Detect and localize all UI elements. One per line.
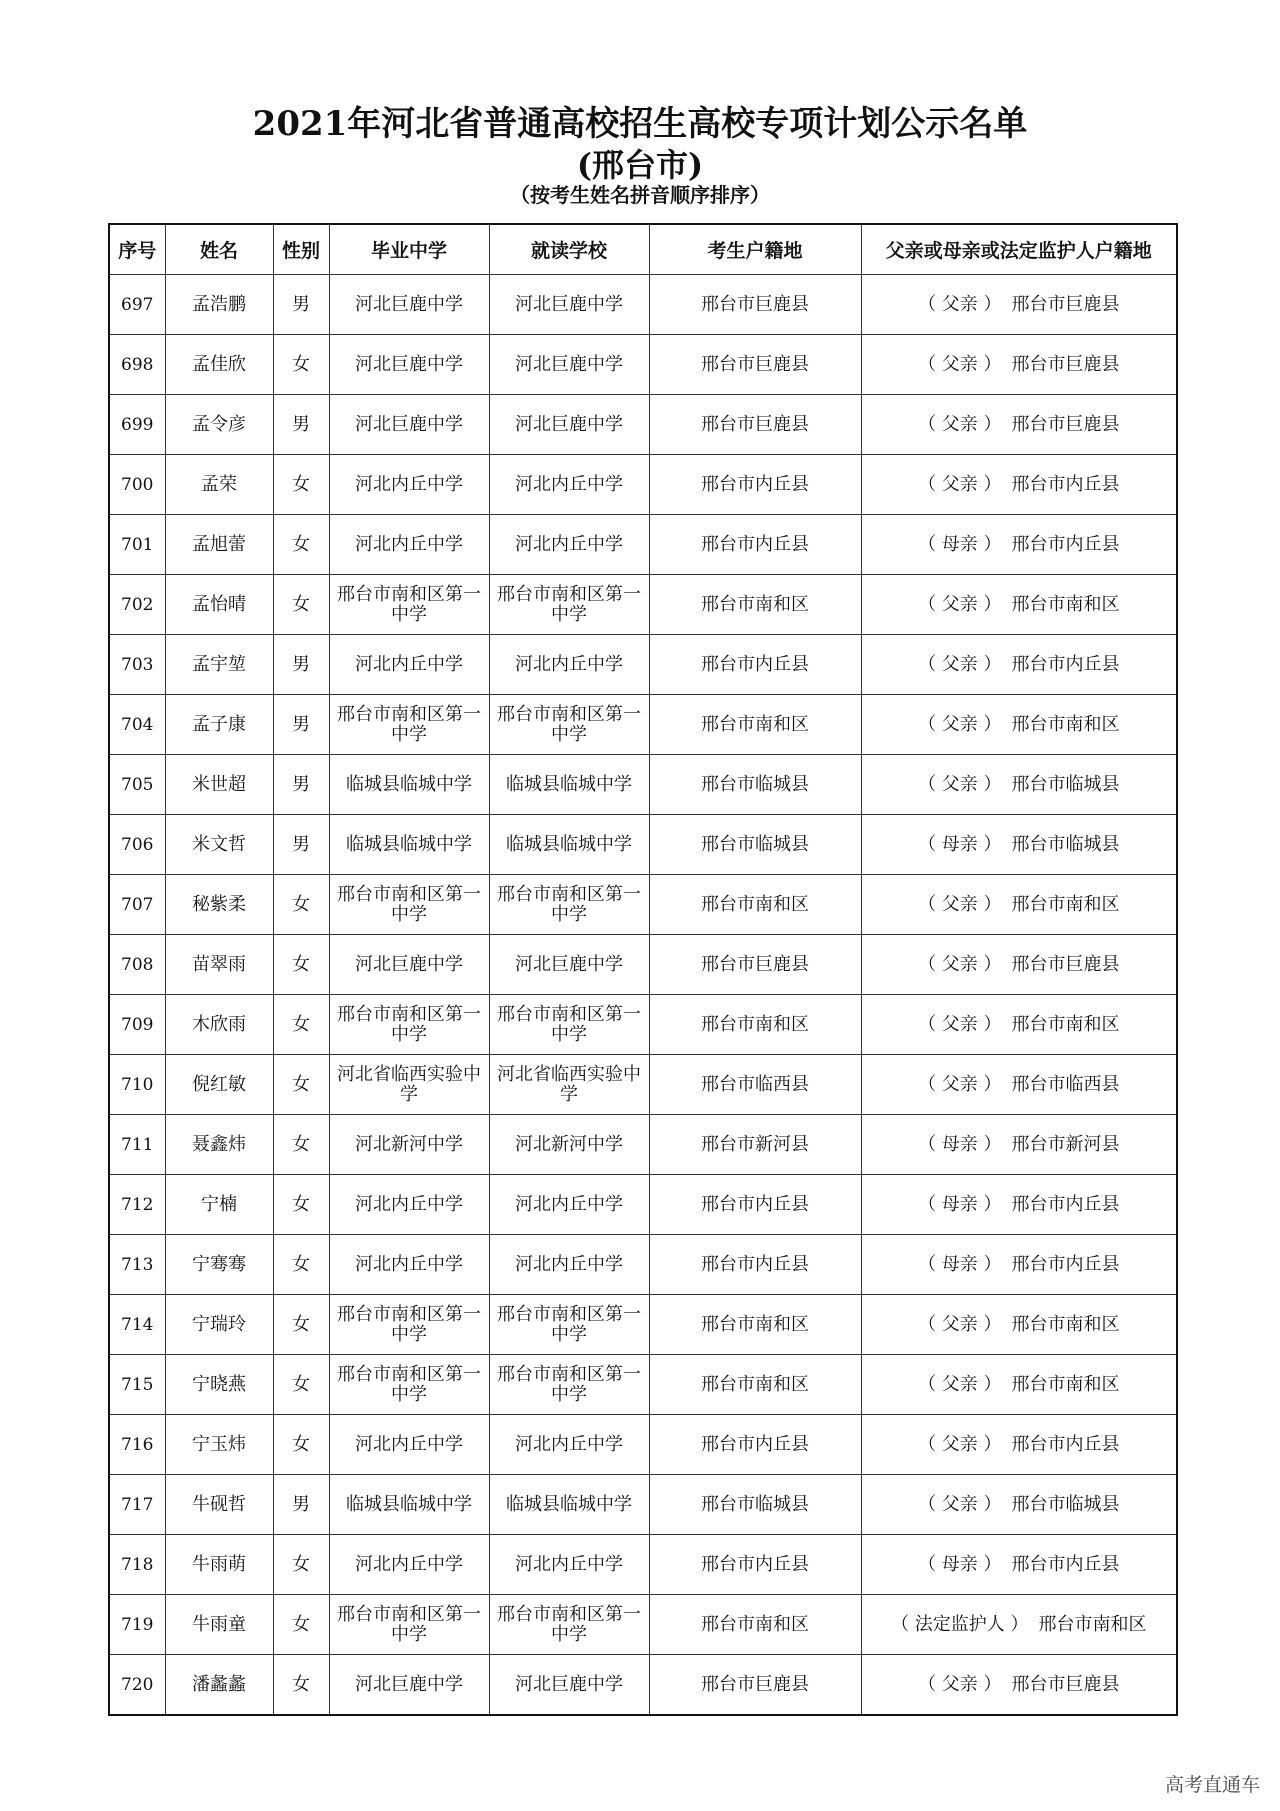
cell-name: 孟令彦	[165, 395, 273, 455]
cell-gender: 女	[273, 1295, 329, 1355]
cell-seq: 716	[109, 1415, 165, 1475]
guardian-relation: （ 父亲 ）	[918, 593, 1002, 615]
cell-guardian-domicile	[861, 1415, 1177, 1475]
table-row	[109, 1355, 1177, 1415]
cell-graduated-school: 临城县临城中学	[329, 815, 489, 875]
cell-domicile: 邢台市南和区	[649, 1595, 861, 1655]
roster-body	[109, 275, 1177, 1716]
cell-guardian-domicile	[861, 635, 1177, 695]
cell-guardian-domicile	[861, 575, 1177, 635]
table-row	[109, 1535, 1177, 1595]
cell-current-school: 邢台市南和区第一中学	[489, 995, 649, 1055]
cell-seq: 705	[109, 755, 165, 815]
cell-graduated-school: 邢台市南和区第一中学	[329, 695, 489, 755]
cell-domicile: 邢台市内丘县	[649, 1175, 861, 1235]
cell-graduated-school: 河北内丘中学	[329, 1175, 489, 1235]
cell-name: 聂鑫炜	[165, 1115, 273, 1175]
cell-domicile: 邢台市巨鹿县	[649, 1655, 861, 1716]
guardian-location: 邢台市南和区	[1011, 1373, 1120, 1395]
cell-domicile: 邢台市南和区	[649, 995, 861, 1055]
cell-name: 米文哲	[165, 815, 273, 875]
cell-current-school: 河北巨鹿中学	[489, 1655, 649, 1716]
cell-graduated-school: 河北巨鹿中学	[329, 275, 489, 335]
cell-graduated-school: 临城县临城中学	[329, 755, 489, 815]
guardian-relation: （ 父亲 ）	[918, 413, 1002, 435]
cell-seq: 707	[109, 875, 165, 935]
cell-seq: 719	[109, 1595, 165, 1655]
cell-domicile: 邢台市临城县	[649, 755, 861, 815]
col-header-name: 姓名	[165, 224, 273, 275]
guardian-relation: （ 父亲 ）	[918, 1013, 1002, 1035]
table-row	[109, 1115, 1177, 1175]
guardian-location: 邢台市临城县	[1011, 1493, 1120, 1515]
cell-domicile: 邢台市南和区	[649, 695, 861, 755]
cell-domicile: 邢台市巨鹿县	[649, 395, 861, 455]
cell-current-school: 临城县临城中学	[489, 1475, 649, 1535]
cell-name: 牛雨童	[165, 1595, 273, 1655]
guardian-location: 邢台市南和区	[1011, 713, 1120, 735]
table-row	[109, 1235, 1177, 1295]
col-header-gender: 性别	[273, 224, 329, 275]
cell-name: 秘紫柔	[165, 875, 273, 935]
cell-graduated-school: 河北巨鹿中学	[329, 335, 489, 395]
cell-domicile: 邢台市巨鹿县	[649, 935, 861, 995]
cell-graduated-school: 河北内丘中学	[329, 1535, 489, 1595]
table-row	[109, 275, 1177, 335]
guardian-relation: （ 父亲 ）	[918, 1493, 1002, 1515]
cell-gender: 女	[273, 575, 329, 635]
guardian-relation: （ 母亲 ）	[918, 1193, 1002, 1215]
cell-graduated-school: 邢台市南和区第一中学	[329, 1355, 489, 1415]
cell-current-school: 邢台市南和区第一中学	[489, 695, 649, 755]
roster-table	[108, 223, 1178, 1716]
guardian-location: 邢台市内丘县	[1011, 1553, 1120, 1575]
guardian-relation: （ 父亲 ）	[918, 1373, 1002, 1395]
cell-gender: 女	[273, 1175, 329, 1235]
page-subtitle: (邢台市)	[576, 146, 704, 184]
cell-domicile: 邢台市南和区	[649, 1295, 861, 1355]
cell-name: 潘蠡蠡	[165, 1655, 273, 1716]
table-row	[109, 815, 1177, 875]
table-row	[109, 1055, 1177, 1115]
table-row	[109, 515, 1177, 575]
cell-current-school: 临城县临城中学	[489, 755, 649, 815]
table-row	[109, 335, 1177, 395]
cell-graduated-school: 河北巨鹿中学	[329, 1655, 489, 1716]
cell-domicile: 邢台市内丘县	[649, 635, 861, 695]
guardian-location: 邢台市新河县	[1011, 1133, 1120, 1155]
cell-guardian-domicile	[861, 935, 1177, 995]
table-row	[109, 1415, 1177, 1475]
cell-guardian-domicile	[861, 1055, 1177, 1115]
cell-seq: 717	[109, 1475, 165, 1535]
cell-name: 宁晓燕	[165, 1355, 273, 1415]
cell-current-school: 邢台市南和区第一中学	[489, 1355, 649, 1415]
cell-name: 孟宇堃	[165, 635, 273, 695]
guardian-relation: （ 母亲 ）	[918, 1133, 1002, 1155]
cell-name: 孟怡晴	[165, 575, 273, 635]
guardian-relation: （ 父亲 ）	[918, 1673, 1002, 1695]
table-row	[109, 1655, 1177, 1716]
col-header-domicile: 考生户籍地	[649, 224, 861, 275]
cell-guardian-domicile	[861, 395, 1177, 455]
guardian-location: 邢台市内丘县	[1011, 1193, 1120, 1215]
cell-gender: 女	[273, 1595, 329, 1655]
cell-domicile: 邢台市临城县	[649, 815, 861, 875]
cell-current-school: 邢台市南和区第一中学	[489, 1295, 649, 1355]
cell-gender: 男	[273, 815, 329, 875]
cell-graduated-school: 邢台市南和区第一中学	[329, 875, 489, 935]
guardian-location: 邢台市临城县	[1011, 773, 1120, 795]
cell-seq: 709	[109, 995, 165, 1055]
guardian-location: 邢台市内丘县	[1011, 533, 1120, 555]
cell-name: 宁楠	[165, 1175, 273, 1235]
cell-name: 米世超	[165, 755, 273, 815]
cell-guardian-domicile	[861, 1355, 1177, 1415]
guardian-location: 邢台市南和区	[1011, 593, 1120, 615]
cell-guardian-domicile	[861, 515, 1177, 575]
guardian-relation: （ 父亲 ）	[918, 953, 1002, 975]
cell-seq: 698	[109, 335, 165, 395]
cell-current-school: 邢台市南和区第一中学	[489, 1595, 649, 1655]
guardian-location: 邢台市巨鹿县	[1011, 1673, 1120, 1695]
cell-name: 宁玉炜	[165, 1415, 273, 1475]
cell-gender: 男	[273, 695, 329, 755]
cell-seq: 713	[109, 1235, 165, 1295]
guardian-relation: （ 父亲 ）	[918, 653, 1002, 675]
cell-name: 牛砚哲	[165, 1475, 273, 1535]
cell-current-school: 河北巨鹿中学	[489, 335, 649, 395]
cell-gender: 女	[273, 1235, 329, 1295]
table-row	[109, 455, 1177, 515]
guardian-location: 邢台市临城县	[1011, 833, 1120, 855]
cell-guardian-domicile	[861, 695, 1177, 755]
guardian-relation: （ 父亲 ）	[918, 1433, 1002, 1455]
cell-gender: 男	[273, 755, 329, 815]
guardian-relation: （ 父亲 ）	[918, 353, 1002, 375]
cell-seq: 715	[109, 1355, 165, 1415]
cell-current-school: 河北内丘中学	[489, 1535, 649, 1595]
cell-guardian-domicile	[861, 995, 1177, 1055]
cell-seq: 714	[109, 1295, 165, 1355]
cell-name: 木欣雨	[165, 995, 273, 1055]
cell-current-school: 河北巨鹿中学	[489, 275, 649, 335]
cell-guardian-domicile	[861, 1595, 1177, 1655]
cell-domicile: 邢台市南和区	[649, 875, 861, 935]
cell-seq: 697	[109, 275, 165, 335]
col-header-guardian-domicile: 父亲或母亲或法定监护人户籍地	[861, 224, 1177, 275]
cell-guardian-domicile	[861, 1235, 1177, 1295]
cell-current-school: 河北内丘中学	[489, 635, 649, 695]
cell-name: 宁骞骞	[165, 1235, 273, 1295]
cell-guardian-domicile	[861, 755, 1177, 815]
table-row	[109, 1475, 1177, 1535]
guardian-relation: （ 父亲 ）	[918, 293, 1002, 315]
cell-graduated-school: 河北省临西实验中学	[329, 1055, 489, 1115]
header-row	[109, 224, 1177, 275]
cell-domicile: 邢台市内丘县	[649, 1415, 861, 1475]
sort-note: （按考生姓名拼音顺序排序）	[510, 183, 770, 207]
cell-gender: 男	[273, 635, 329, 695]
guardian-relation: （ 母亲 ）	[918, 833, 1002, 855]
cell-name: 孟子康	[165, 695, 273, 755]
cell-graduated-school: 邢台市南和区第一中学	[329, 1295, 489, 1355]
cell-domicile: 邢台市临西县	[649, 1055, 861, 1115]
guardian-relation: （ 父亲 ）	[918, 473, 1002, 495]
cell-gender: 女	[273, 335, 329, 395]
cell-current-school: 河北内丘中学	[489, 1235, 649, 1295]
guardian-location: 邢台市内丘县	[1011, 1433, 1120, 1455]
cell-seq: 700	[109, 455, 165, 515]
guardian-location: 邢台市巨鹿县	[1011, 413, 1120, 435]
cell-guardian-domicile	[861, 1535, 1177, 1595]
cell-current-school: 河北省临西实验中学	[489, 1055, 649, 1115]
cell-seq: 699	[109, 395, 165, 455]
guardian-location: 邢台市南和区	[1011, 893, 1120, 915]
cell-current-school: 邢台市南和区第一中学	[489, 575, 649, 635]
cell-seq: 711	[109, 1115, 165, 1175]
cell-guardian-domicile	[861, 1295, 1177, 1355]
guardian-location: 邢台市南和区	[1011, 1013, 1120, 1035]
cell-graduated-school: 河北内丘中学	[329, 1415, 489, 1475]
cell-graduated-school: 河北内丘中学	[329, 515, 489, 575]
cell-domicile: 邢台市内丘县	[649, 1535, 861, 1595]
cell-graduated-school: 河北内丘中学	[329, 455, 489, 515]
cell-graduated-school: 邢台市南和区第一中学	[329, 1595, 489, 1655]
cell-domicile: 邢台市南和区	[649, 575, 861, 635]
guardian-location: 邢台市内丘县	[1011, 653, 1120, 675]
guardian-relation: （ 父亲 ）	[918, 1313, 1002, 1335]
cell-graduated-school: 邢台市南和区第一中学	[329, 575, 489, 635]
cell-seq: 706	[109, 815, 165, 875]
cell-current-school: 河北巨鹿中学	[489, 395, 649, 455]
cell-guardian-domicile	[861, 875, 1177, 935]
cell-domicile: 邢台市新河县	[649, 1115, 861, 1175]
cell-name: 孟荣	[165, 455, 273, 515]
table-row	[109, 395, 1177, 455]
table-row	[109, 935, 1177, 995]
col-header-graduated-school: 毕业中学	[329, 224, 489, 275]
cell-gender: 女	[273, 995, 329, 1055]
cell-gender: 女	[273, 1655, 329, 1716]
cell-seq: 708	[109, 935, 165, 995]
cell-name: 孟佳欣	[165, 335, 273, 395]
cell-domicile: 邢台市巨鹿县	[649, 275, 861, 335]
cell-guardian-domicile	[861, 275, 1177, 335]
cell-seq: 704	[109, 695, 165, 755]
guardian-location: 邢台市南和区	[1038, 1613, 1147, 1635]
table-row	[109, 635, 1177, 695]
cell-gender: 女	[273, 1535, 329, 1595]
table-row	[109, 1295, 1177, 1355]
cell-guardian-domicile	[861, 1175, 1177, 1235]
cell-gender: 女	[273, 1115, 329, 1175]
cell-seq: 702	[109, 575, 165, 635]
cell-seq: 718	[109, 1535, 165, 1595]
guardian-relation: （ 母亲 ）	[918, 1553, 1002, 1575]
cell-seq: 712	[109, 1175, 165, 1235]
table-row	[109, 875, 1177, 935]
guardian-location: 邢台市巨鹿县	[1011, 953, 1120, 975]
guardian-relation: （ 母亲 ）	[918, 1253, 1002, 1275]
guardian-location: 邢台市临西县	[1011, 1073, 1120, 1095]
guardian-location: 邢台市南和区	[1011, 1313, 1120, 1335]
table-row	[109, 995, 1177, 1055]
cell-name: 倪红敏	[165, 1055, 273, 1115]
cell-seq: 703	[109, 635, 165, 695]
cell-domicile: 邢台市南和区	[649, 1355, 861, 1415]
table-row	[109, 1175, 1177, 1235]
cell-graduated-school: 邢台市南和区第一中学	[329, 995, 489, 1055]
cell-guardian-domicile	[861, 1655, 1177, 1716]
guardian-relation: （ 父亲 ）	[918, 1073, 1002, 1095]
cell-current-school: 河北内丘中学	[489, 1175, 649, 1235]
cell-gender: 女	[273, 1055, 329, 1115]
col-header-current-school: 就读学校	[489, 224, 649, 275]
cell-name: 苗翠雨	[165, 935, 273, 995]
col-header-seq: 序号	[109, 224, 165, 275]
cell-domicile: 邢台市内丘县	[649, 515, 861, 575]
table-row	[109, 1595, 1177, 1655]
guardian-relation: （ 母亲 ）	[918, 533, 1002, 555]
cell-current-school: 河北巨鹿中学	[489, 935, 649, 995]
cell-graduated-school: 河北巨鹿中学	[329, 935, 489, 995]
guardian-location: 邢台市巨鹿县	[1011, 353, 1120, 375]
table-row	[109, 755, 1177, 815]
cell-name: 牛雨萌	[165, 1535, 273, 1595]
cell-gender: 女	[273, 935, 329, 995]
guardian-location: 邢台市巨鹿县	[1011, 293, 1120, 315]
guardian-relation: （ 父亲 ）	[918, 893, 1002, 915]
cell-graduated-school: 河北内丘中学	[329, 635, 489, 695]
cell-domicile: 邢台市临城县	[649, 1475, 861, 1535]
table-row	[109, 575, 1177, 635]
cell-gender: 女	[273, 515, 329, 575]
watermark: 高考直通车	[1164, 1774, 1260, 1796]
cell-graduated-school: 临城县临城中学	[329, 1475, 489, 1535]
cell-current-school: 河北新河中学	[489, 1115, 649, 1175]
cell-graduated-school: 河北新河中学	[329, 1115, 489, 1175]
cell-seq: 720	[109, 1655, 165, 1716]
cell-domicile: 邢台市内丘县	[649, 455, 861, 515]
cell-gender: 男	[273, 1475, 329, 1535]
cell-graduated-school: 河北巨鹿中学	[329, 395, 489, 455]
cell-guardian-domicile	[861, 335, 1177, 395]
cell-name: 孟旭蕾	[165, 515, 273, 575]
cell-domicile: 邢台市巨鹿县	[649, 335, 861, 395]
cell-gender: 女	[273, 1415, 329, 1475]
cell-seq: 701	[109, 515, 165, 575]
cell-gender: 女	[273, 1355, 329, 1415]
cell-guardian-domicile	[861, 815, 1177, 875]
cell-guardian-domicile	[861, 1475, 1177, 1535]
cell-guardian-domicile	[861, 1115, 1177, 1175]
cell-graduated-school: 河北内丘中学	[329, 1235, 489, 1295]
cell-gender: 男	[273, 395, 329, 455]
table-row	[109, 695, 1177, 755]
guardian-location: 邢台市内丘县	[1011, 1253, 1120, 1275]
guardian-relation: （ 法定监护人 ）	[891, 1613, 1029, 1635]
cell-gender: 男	[273, 275, 329, 335]
cell-gender: 女	[273, 455, 329, 515]
cell-domicile: 邢台市内丘县	[649, 1235, 861, 1295]
cell-current-school: 临城县临城中学	[489, 815, 649, 875]
cell-current-school: 河北内丘中学	[489, 455, 649, 515]
guardian-relation: （ 父亲 ）	[918, 773, 1002, 795]
cell-name: 宁瑞玲	[165, 1295, 273, 1355]
cell-current-school: 河北内丘中学	[489, 1415, 649, 1475]
cell-name: 孟浩鹏	[165, 275, 273, 335]
cell-current-school: 河北内丘中学	[489, 515, 649, 575]
cell-gender: 女	[273, 875, 329, 935]
cell-current-school: 邢台市南和区第一中学	[489, 875, 649, 935]
page-title: 2021年河北省普通高校招生高校专项计划公示名单	[252, 104, 1028, 144]
guardian-relation: （ 父亲 ）	[918, 713, 1002, 735]
cell-seq: 710	[109, 1055, 165, 1115]
cell-guardian-domicile	[861, 455, 1177, 515]
guardian-location: 邢台市内丘县	[1011, 473, 1120, 495]
